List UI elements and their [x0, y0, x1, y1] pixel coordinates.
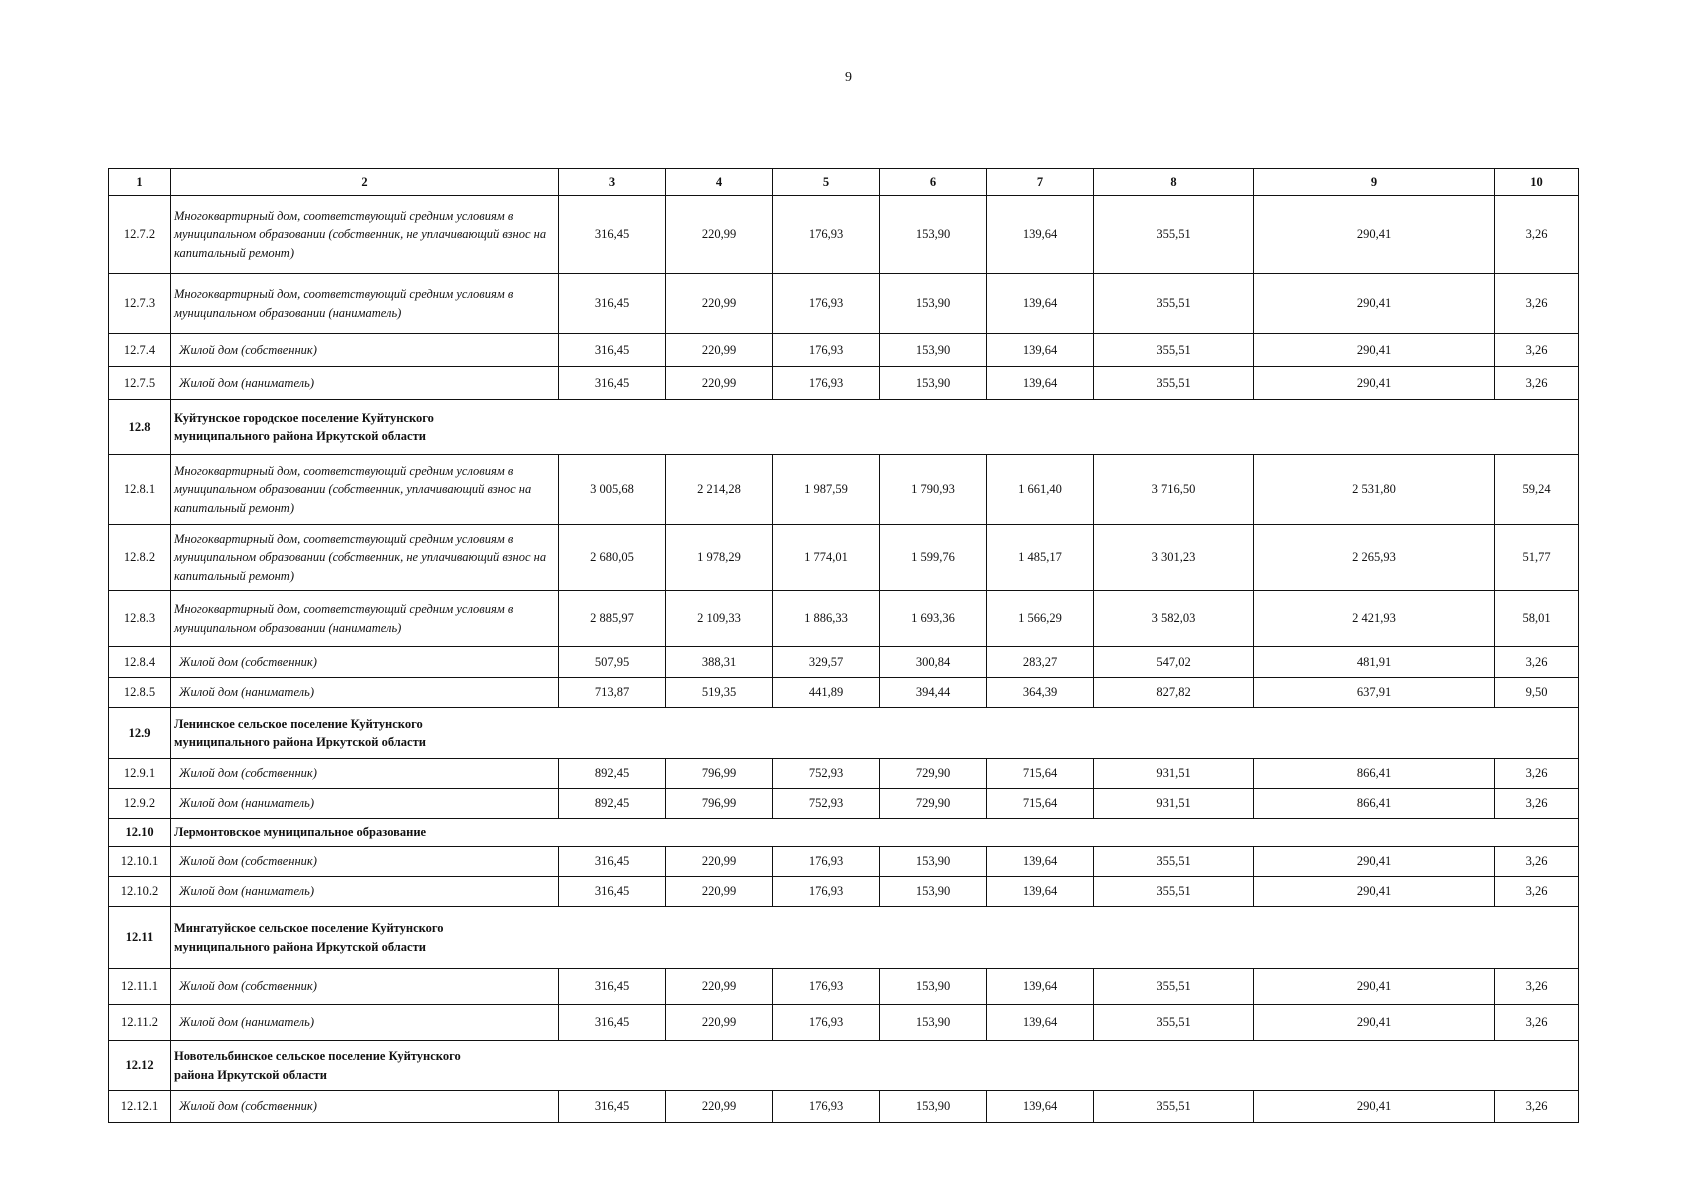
value-cell-col-7: 1 485,17 — [987, 525, 1094, 591]
table-row — [109, 877, 1579, 907]
value-cell-col-8: 3 301,23 — [1094, 525, 1254, 591]
value-cell-col-3: 713,87 — [559, 678, 666, 708]
value-cell-col-6: 153,90 — [880, 274, 987, 334]
row-code: 12.9.2 — [109, 789, 171, 819]
value-cell-col-6: 153,90 — [880, 877, 987, 907]
value-cell-col-7: 139,64 — [987, 1005, 1094, 1041]
row-description: Жилой дом (наниматель) — [171, 367, 559, 400]
value-cell-col-7: 139,64 — [987, 334, 1094, 367]
value-cell-col-3: 316,45 — [559, 1091, 666, 1123]
row-description: Жилой дом (собственник) — [171, 1091, 559, 1123]
value-cell-col-10: 3,26 — [1495, 1091, 1579, 1123]
value-cell-col-4: 796,99 — [666, 789, 773, 819]
value-cell-col-5: 176,93 — [773, 847, 880, 877]
value-cell-col-7: 139,64 — [987, 274, 1094, 334]
value-cell-col-3: 316,45 — [559, 877, 666, 907]
value-cell-col-6: 153,90 — [880, 1005, 987, 1041]
value-cell-col-5: 176,93 — [773, 1005, 880, 1041]
value-cell-col-5: 329,57 — [773, 647, 880, 678]
value-cell-col-3: 316,45 — [559, 274, 666, 334]
value-cell-col-8: 355,51 — [1094, 969, 1254, 1005]
value-cell-col-9: 290,41 — [1254, 877, 1495, 907]
table-row — [109, 969, 1579, 1005]
row-code: 12.9.1 — [109, 759, 171, 789]
value-cell-col-5: 176,93 — [773, 334, 880, 367]
table-row — [109, 455, 1579, 525]
row-code: 12.8.1 — [109, 455, 171, 525]
value-cell-col-5: 176,93 — [773, 196, 880, 274]
value-cell-col-8: 355,51 — [1094, 274, 1254, 334]
value-cell-col-7: 139,64 — [987, 969, 1094, 1005]
value-cell-col-9: 290,41 — [1254, 1091, 1495, 1123]
value-cell-col-7: 283,27 — [987, 647, 1094, 678]
value-cell-col-10: 3,26 — [1495, 334, 1579, 367]
value-cell-col-7: 1 661,40 — [987, 455, 1094, 525]
row-description: Многоквартирный дом, соответствующий средним условиям в муниципальном образовании (собственник, не уплачивающий взнос на капитальный ремонт) — [171, 525, 559, 591]
value-cell-col-9: 866,41 — [1254, 759, 1495, 789]
value-cell-col-5: 176,93 — [773, 877, 880, 907]
row-description: Многоквартирный дом, соответствующий средним условиям в муниципальном образовании (собственник, уплачивающий взнос на капитальный ремонт) — [171, 455, 559, 525]
value-cell-col-5: 1 987,59 — [773, 455, 880, 525]
row-code: 12.7.2 — [109, 196, 171, 274]
row-code: 12.12.1 — [109, 1091, 171, 1123]
section-title: Ленинское сельское поселение Куйтунского муниципального района Иркутской области — [171, 708, 1579, 759]
section-title: Куйтунское городское поселение Куйтунского муниципального района Иркутской области — [171, 400, 1579, 455]
table-row — [109, 647, 1579, 678]
value-cell-col-5: 176,93 — [773, 274, 880, 334]
table-row — [109, 196, 1579, 274]
table-row — [109, 525, 1579, 591]
value-cell-col-8: 355,51 — [1094, 877, 1254, 907]
column-header-4: 4 — [666, 169, 773, 196]
value-cell-col-8: 355,51 — [1094, 1091, 1254, 1123]
value-cell-col-8: 355,51 — [1094, 196, 1254, 274]
row-description: Многоквартирный дом, соответствующий средним условиям в муниципальном образовании (наниматель) — [171, 274, 559, 334]
value-cell-col-4: 220,99 — [666, 847, 773, 877]
row-description: Жилой дом (собственник) — [171, 759, 559, 789]
value-cell-col-7: 715,64 — [987, 789, 1094, 819]
value-cell-col-10: 3,26 — [1495, 789, 1579, 819]
row-code: 12.8.4 — [109, 647, 171, 678]
value-cell-col-5: 176,93 — [773, 367, 880, 400]
value-cell-col-4: 220,99 — [666, 334, 773, 367]
value-cell-col-9: 290,41 — [1254, 274, 1495, 334]
value-cell-col-7: 139,64 — [987, 847, 1094, 877]
value-cell-col-7: 139,64 — [987, 196, 1094, 274]
column-header-7: 7 — [987, 169, 1094, 196]
value-cell-col-10: 3,26 — [1495, 274, 1579, 334]
value-cell-col-4: 220,99 — [666, 367, 773, 400]
value-cell-col-9: 290,41 — [1254, 367, 1495, 400]
section-row — [109, 907, 1579, 969]
value-cell-col-10: 3,26 — [1495, 969, 1579, 1005]
section-title: Лермонтовское муниципальное образование — [171, 819, 1579, 847]
row-description: Жилой дом (собственник) — [171, 334, 559, 367]
value-cell-col-4: 796,99 — [666, 759, 773, 789]
value-cell-col-6: 153,90 — [880, 1091, 987, 1123]
value-cell-col-10: 3,26 — [1495, 367, 1579, 400]
table-row — [109, 789, 1579, 819]
column-header-3: 3 — [559, 169, 666, 196]
section-row — [109, 819, 1579, 847]
value-cell-col-3: 507,95 — [559, 647, 666, 678]
column-header-2: 2 — [171, 169, 559, 196]
value-cell-col-10: 9,50 — [1495, 678, 1579, 708]
section-row — [109, 1041, 1579, 1091]
row-description: Жилой дом (наниматель) — [171, 789, 559, 819]
table-row — [109, 759, 1579, 789]
row-code: 12.11.1 — [109, 969, 171, 1005]
value-cell-col-8: 355,51 — [1094, 334, 1254, 367]
row-description: Жилой дом (собственник) — [171, 847, 559, 877]
value-cell-col-10: 3,26 — [1495, 647, 1579, 678]
value-cell-col-4: 220,99 — [666, 196, 773, 274]
value-cell-col-5: 752,93 — [773, 759, 880, 789]
value-cell-col-3: 316,45 — [559, 847, 666, 877]
value-cell-col-9: 290,41 — [1254, 847, 1495, 877]
value-cell-col-7: 364,39 — [987, 678, 1094, 708]
value-cell-col-5: 1 774,01 — [773, 525, 880, 591]
table-row — [109, 1005, 1579, 1041]
value-cell-col-4: 388,31 — [666, 647, 773, 678]
row-description: Многоквартирный дом, соответствующий средним условиям в муниципальном образовании (собственник, не уплачивающий взнос на капитальный ремонт) — [171, 196, 559, 274]
value-cell-col-6: 1 599,76 — [880, 525, 987, 591]
column-header-1: 1 — [109, 169, 171, 196]
value-cell-col-3: 892,45 — [559, 789, 666, 819]
value-cell-col-6: 1 693,36 — [880, 591, 987, 647]
section-row — [109, 708, 1579, 759]
value-cell-col-5: 1 886,33 — [773, 591, 880, 647]
value-cell-col-6: 394,44 — [880, 678, 987, 708]
value-cell-col-10: 3,26 — [1495, 877, 1579, 907]
value-cell-col-4: 1 978,29 — [666, 525, 773, 591]
section-title: Новотельбинское сельское поселение Куйтунского района Иркутской области — [171, 1041, 1579, 1091]
value-cell-col-8: 931,51 — [1094, 789, 1254, 819]
value-cell-col-4: 220,99 — [666, 274, 773, 334]
value-cell-col-7: 715,64 — [987, 759, 1094, 789]
value-cell-col-9: 637,91 — [1254, 678, 1495, 708]
row-code: 12.11.2 — [109, 1005, 171, 1041]
value-cell-col-5: 176,93 — [773, 969, 880, 1005]
row-description: Жилой дом (собственник) — [171, 969, 559, 1005]
section-title: Мингатуйское сельское поселение Куйтунского муниципального района Иркутской области — [171, 907, 1579, 969]
row-description: Многоквартирный дом, соответствующий средним условиям в муниципальном образовании (наниматель) — [171, 591, 559, 647]
value-cell-col-7: 139,64 — [987, 877, 1094, 907]
table-row — [109, 274, 1579, 334]
section-row — [109, 400, 1579, 455]
value-cell-col-6: 300,84 — [880, 647, 987, 678]
row-code: 12.12 — [109, 1041, 171, 1091]
value-cell-col-3: 316,45 — [559, 334, 666, 367]
table-body — [109, 196, 1579, 1123]
table-row — [109, 367, 1579, 400]
value-cell-col-4: 519,35 — [666, 678, 773, 708]
value-cell-col-6: 153,90 — [880, 847, 987, 877]
value-cell-col-9: 290,41 — [1254, 334, 1495, 367]
value-cell-col-3: 316,45 — [559, 1005, 666, 1041]
row-description: Жилой дом (наниматель) — [171, 678, 559, 708]
value-cell-col-9: 290,41 — [1254, 196, 1495, 274]
value-cell-col-5: 176,93 — [773, 1091, 880, 1123]
table-row — [109, 1091, 1579, 1123]
row-description: Жилой дом (наниматель) — [171, 877, 559, 907]
value-cell-col-10: 51,77 — [1495, 525, 1579, 591]
row-code: 12.9 — [109, 708, 171, 759]
value-cell-col-6: 153,90 — [880, 334, 987, 367]
value-cell-col-4: 220,99 — [666, 969, 773, 1005]
table-row — [109, 334, 1579, 367]
row-code: 12.8.3 — [109, 591, 171, 647]
value-cell-col-9: 2 421,93 — [1254, 591, 1495, 647]
row-code: 12.8 — [109, 400, 171, 455]
value-cell-col-5: 441,89 — [773, 678, 880, 708]
value-cell-col-4: 2 214,28 — [666, 455, 773, 525]
value-cell-col-3: 3 005,68 — [559, 455, 666, 525]
value-cell-col-6: 153,90 — [880, 969, 987, 1005]
value-cell-col-3: 892,45 — [559, 759, 666, 789]
value-cell-col-3: 2 680,05 — [559, 525, 666, 591]
column-header-10: 10 — [1495, 169, 1579, 196]
header-row — [109, 169, 1579, 196]
table-row — [109, 591, 1579, 647]
value-cell-col-8: 3 716,50 — [1094, 455, 1254, 525]
value-cell-col-9: 290,41 — [1254, 1005, 1495, 1041]
value-cell-col-6: 729,90 — [880, 759, 987, 789]
tariff-table — [108, 168, 1579, 1123]
page-number: 9 — [845, 70, 852, 85]
column-header-9: 9 — [1254, 169, 1495, 196]
column-header-8: 8 — [1094, 169, 1254, 196]
value-cell-col-7: 139,64 — [987, 1091, 1094, 1123]
value-cell-col-8: 355,51 — [1094, 847, 1254, 877]
column-header-6: 6 — [880, 169, 987, 196]
value-cell-col-3: 316,45 — [559, 196, 666, 274]
value-cell-col-8: 931,51 — [1094, 759, 1254, 789]
value-cell-col-10: 3,26 — [1495, 759, 1579, 789]
row-code: 12.10.2 — [109, 877, 171, 907]
value-cell-col-10: 58,01 — [1495, 591, 1579, 647]
row-code: 12.8.5 — [109, 678, 171, 708]
value-cell-col-6: 153,90 — [880, 367, 987, 400]
value-cell-col-4: 220,99 — [666, 1091, 773, 1123]
value-cell-col-8: 355,51 — [1094, 1005, 1254, 1041]
value-cell-col-8: 827,82 — [1094, 678, 1254, 708]
row-description: Жилой дом (наниматель) — [171, 1005, 559, 1041]
value-cell-col-9: 2 265,93 — [1254, 525, 1495, 591]
value-cell-col-7: 139,64 — [987, 367, 1094, 400]
value-cell-col-5: 752,93 — [773, 789, 880, 819]
value-cell-col-4: 220,99 — [666, 1005, 773, 1041]
value-cell-col-10: 59,24 — [1495, 455, 1579, 525]
value-cell-col-3: 316,45 — [559, 969, 666, 1005]
value-cell-col-9: 866,41 — [1254, 789, 1495, 819]
row-code: 12.10.1 — [109, 847, 171, 877]
value-cell-col-10: 3,26 — [1495, 1005, 1579, 1041]
row-code: 12.10 — [109, 819, 171, 847]
value-cell-col-3: 316,45 — [559, 367, 666, 400]
row-description: Жилой дом (собственник) — [171, 647, 559, 678]
row-code: 12.7.3 — [109, 274, 171, 334]
row-code: 12.7.4 — [109, 334, 171, 367]
column-header-5: 5 — [773, 169, 880, 196]
value-cell-col-8: 355,51 — [1094, 367, 1254, 400]
table-row — [109, 847, 1579, 877]
value-cell-col-10: 3,26 — [1495, 847, 1579, 877]
value-cell-col-9: 481,91 — [1254, 647, 1495, 678]
row-code: 12.11 — [109, 907, 171, 969]
row-code: 12.7.5 — [109, 367, 171, 400]
value-cell-col-10: 3,26 — [1495, 196, 1579, 274]
table-row — [109, 678, 1579, 708]
value-cell-col-7: 1 566,29 — [987, 591, 1094, 647]
value-cell-col-4: 2 109,33 — [666, 591, 773, 647]
value-cell-col-3: 2 885,97 — [559, 591, 666, 647]
value-cell-col-6: 1 790,93 — [880, 455, 987, 525]
value-cell-col-9: 2 531,80 — [1254, 455, 1495, 525]
value-cell-col-8: 3 582,03 — [1094, 591, 1254, 647]
value-cell-col-6: 729,90 — [880, 789, 987, 819]
value-cell-col-9: 290,41 — [1254, 969, 1495, 1005]
value-cell-col-8: 547,02 — [1094, 647, 1254, 678]
row-code: 12.8.2 — [109, 525, 171, 591]
value-cell-col-4: 220,99 — [666, 877, 773, 907]
value-cell-col-6: 153,90 — [880, 196, 987, 274]
